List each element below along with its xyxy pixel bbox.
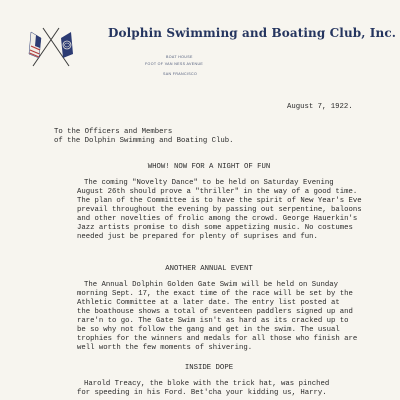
body-line: well worth the few moments of shivering.	[77, 344, 253, 352]
us-flag	[29, 32, 41, 58]
section-body	[77, 380, 382, 398]
body-line: Athletic Committee at a later date. The entry list posted at	[77, 299, 340, 307]
body-line: Jazz artists promise to dish some appetizing music. No costumes	[77, 224, 353, 232]
body-line: August 26th should prove a "thriller" in the way of a good time.	[77, 188, 358, 196]
body-line: trophies for the winners and medals for all those who finish are	[77, 335, 358, 343]
salutation-line-2: of the Dolphin Swimming and Boating Club.	[54, 137, 234, 145]
section-heading: WHOW! NOW FOR A NIGHT OF FUN	[147, 163, 271, 171]
body-line: for speeding in his Ford. Bet'cha your kidding us, Harry.	[77, 389, 327, 397]
body-line: the boathouse shows a total of seventeen paddlers signed up and	[77, 308, 353, 316]
body-line: The coming "Novelty Dance" to be held on Saturday Evening	[84, 179, 334, 187]
body-line: be so why not follow the gang and get in the swim. The usual	[77, 326, 340, 334]
body-line: rare'n to go. The Gate Swim isn't as hard as its cracked up to	[77, 317, 349, 325]
address-city: SAN FRANCISCO	[163, 72, 198, 76]
address-line-1: BOAT HOUSE	[166, 55, 193, 59]
section-heading: ANOTHER ANNUAL EVENT	[165, 265, 253, 273]
letter-date: August 7, 1922.	[287, 103, 353, 111]
section-body	[77, 179, 382, 242]
body-line: morning Sept. 17, the exact time of the race will be set by the	[77, 290, 353, 298]
club-flag	[61, 32, 73, 58]
section-heading: INSIDE DOPE	[184, 364, 234, 372]
body-line: prevail throughout the evening by passing out serpentine, baloons	[77, 206, 362, 214]
address-line-2: FOOT OF VAN NESS AVENUE	[145, 62, 204, 66]
body-line: The Annual Dolphin Golden Gate Swim will be held on Sunday	[84, 281, 338, 289]
crossed-flags-logo	[27, 24, 75, 68]
club-name: Dolphin Swimming and Boating Club, Inc.	[108, 26, 397, 40]
body-line: Harold Treacy, the bloke with the trick hat, was pinched	[84, 380, 330, 388]
body-line: needed just be prepared for plenty of suprises and fun.	[77, 233, 318, 241]
salutation-line-1: To the Officers and Members	[54, 128, 173, 136]
section-body	[77, 281, 382, 353]
body-line: and other novelties of frolic among the crowd. George Hauerkin's	[77, 215, 358, 223]
body-line: The plan of the Committee is to have the spirit of New Year's Eve	[77, 197, 362, 205]
